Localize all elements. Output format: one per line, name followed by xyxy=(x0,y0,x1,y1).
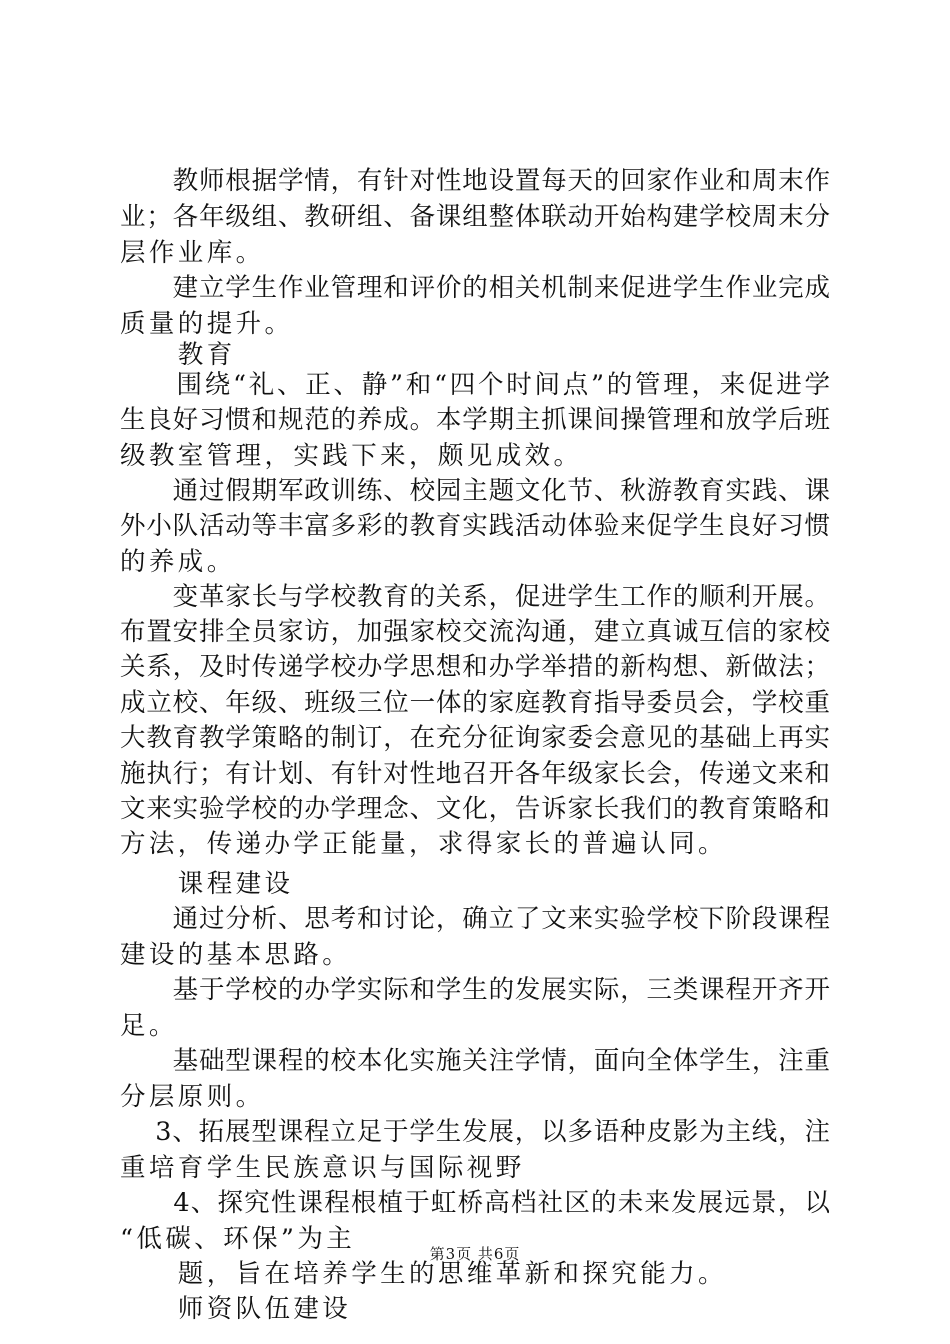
text-line: 成立校、年级、班级三位一体的家庭教育指导委员会，学校重 xyxy=(120,688,830,718)
text-line: 大教育教学策略的制订，在充分征询家委会意见的基础上再实 xyxy=(120,723,830,753)
text-line: 基础型课程的校本化实施关注学情，面向全体学生，注重 xyxy=(120,1046,830,1076)
text-line: 3、拓展型课程立足于学生发展，以多语种皮影为主线，注 xyxy=(120,1117,830,1147)
text-line: 业；各年级组、教研组、备课组整体联动开始构建学校周末分 xyxy=(120,202,830,232)
text-line: 变革家长与学校教育的关系，促进学生工作的顺利开展。 xyxy=(120,582,830,612)
text-line: 重培育学生民族意识与国际视野 xyxy=(120,1153,525,1183)
text-line: 建立学生作业管理和评价的相关机制来促进学生作业完成 xyxy=(120,273,830,303)
text-line: 师资队伍建设 xyxy=(120,1294,352,1324)
text-line: 生良好习惯和规范的养成。本学期主抓课间操管理和放学后班 xyxy=(120,405,830,435)
text-line: 课程建设 xyxy=(120,869,294,899)
page-footer: 第3页 共6页 xyxy=(429,1245,521,1263)
text-line: 围绕“礼、正、静”和“四个时间点”的管理，来促进学 xyxy=(120,370,830,400)
text-line: 文来实验学校的办学理念、文化，告诉家长我们的教育策略和 xyxy=(120,794,830,824)
text-line: 4、探究性课程根植于虹桥高档社区的未来发展远景，以 xyxy=(120,1188,830,1218)
text-line: 质量的提升。 xyxy=(120,309,294,339)
text-line: 层作业库。 xyxy=(120,238,265,268)
text-line: 关系，及时传递学校办学思想和办学举措的新构想、新做法； xyxy=(120,652,830,682)
text-line: 通过分析、思考和讨论，确立了文来实验学校下阶段课程 xyxy=(120,904,830,934)
text-line: 级教室管理，实践下来，颇见成效。 xyxy=(120,441,583,471)
text-line: 通过假期军政训练、校园主题文化节、秋游教育实践、课 xyxy=(120,476,830,506)
text-line: “低碳、环保”为主 xyxy=(120,1224,356,1254)
text-line: 方法，传递办学正能量，求得家长的普遍认同。 xyxy=(120,829,727,859)
text-line: 分层原则。 xyxy=(120,1082,265,1112)
text-line: 建设的基本思路。 xyxy=(120,940,352,970)
text-line: 教育 xyxy=(120,340,236,370)
text-line: 的养成。 xyxy=(120,547,236,577)
text-line: 布置安排全员家访，加强家校交流沟通，建立真诚互信的家校 xyxy=(120,617,830,647)
text-line: 足。 xyxy=(120,1011,178,1041)
text-line: 施执行；有计划、有针对性地召开各年级家长会，传递文来和 xyxy=(120,759,830,789)
text-line: 题，旨在培养学生的思维革新和探究能力。 xyxy=(120,1259,727,1289)
text-line: 基于学校的办学实际和学生的发展实际，三类课程开齐开 xyxy=(120,975,830,1005)
text-line: 教师根据学情，有针对性地设置每天的回家作业和周末作 xyxy=(120,166,830,196)
text-line: 外小队活动等丰富多彩的教育实践活动体验来促学生良好习惯 xyxy=(120,511,830,541)
